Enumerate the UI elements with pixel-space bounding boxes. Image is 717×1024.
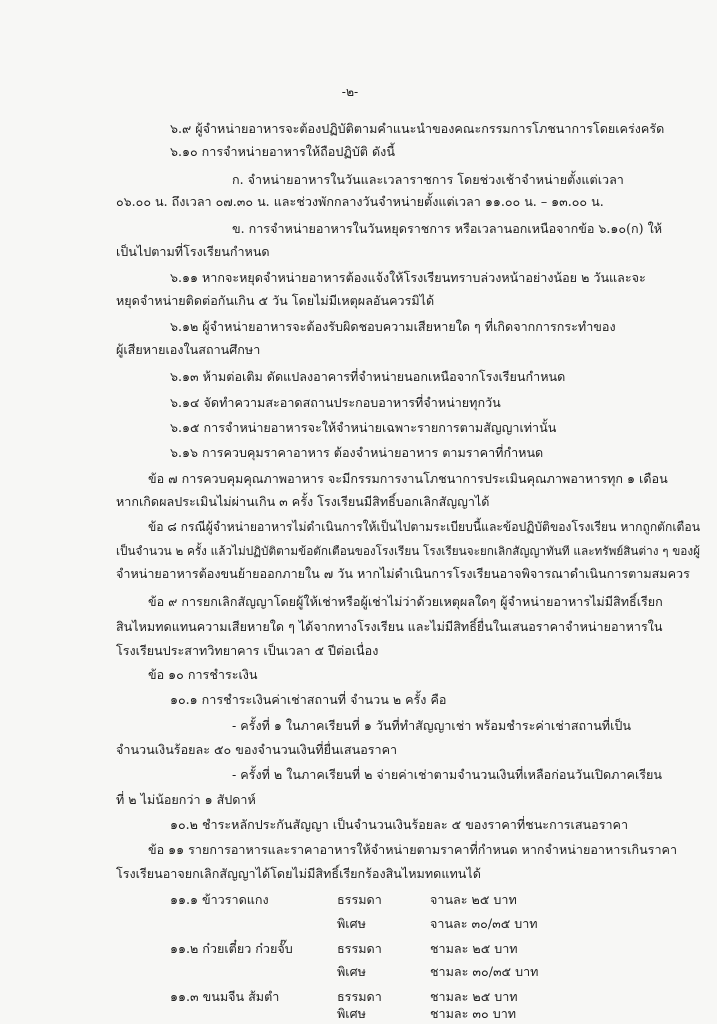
clause-6-12-cont: ผู้เสียหายเองในสถานศึกษา [116, 342, 261, 357]
clause-6-10-a-cont: ๐๖.๐๐ น. ถึงเวลา ๐๗.๓๐ น. และช่วงพักกลางวันจำหน่ายตั้งแต่เวลา ๑๑.๐๐ น. – ๑๓.๐๐ น. [116, 194, 604, 209]
clause-6-10-a: ก. จำหน่ายอาหารในวันและเวลาราชการ โดยช่วงเช้าจำหน่ายตั้งแต่เวลา [232, 172, 624, 187]
menu-item-name: ๑๑.๑ ข้าวราดแกง [170, 892, 269, 907]
menu-price-special: จานละ ๓๐/๓๕ บาท [430, 916, 538, 931]
clause-6-9: ๖.๙ ผู้จำหน่ายอาหารจะต้องปฏิบัติตามคำแนะนำของคณะกรรมการโภชนาการโดยเคร่งครัด [170, 121, 665, 136]
menu-item-name: ๑๑.๒ ก๋วยเตี๋ยว ก๋วยจั๊บ [170, 941, 293, 956]
clause-9-cont-2: โรงเรียนประสาทวิทยาคาร เป็นเวลา ๕ ปีต่อเนื่อง [116, 643, 379, 658]
clause-9: ข้อ ๙ การยกเลิกสัญญาโดยผู้ให้เช่าหรือผู้เช่าไม่ว่าด้วยเหตุผลใดๆ ผู้จำหน่ายอาหารไม่มีสิทธิ์เรียก [148, 594, 663, 609]
clause-10: ข้อ ๑๐ การชำระเงิน [148, 667, 258, 682]
clause-8-cont-2: จำหน่ายอาหารต้องขนย้ายออกภายใน ๗ วัน หากไม่ดำเนินการโรงเรียนอาจพิจารณาดำเนินการตามสมควร [116, 566, 690, 581]
clause-9-cont-1: สินไหมทดแทนความเสียหายใด ๆ ได้จากทางโรงเรียน และไม่มีสิทธิ์ยื่นในเสนอราคาจำหน่ายอาหารใน [116, 619, 663, 634]
menu-size-special: พิเศษ [337, 916, 366, 931]
clause-6-16: ๖.๑๖ การควบคุมราคาอาหาร ต้องจำหน่ายอาหาร ตามราคาที่กำหนด [170, 445, 544, 460]
menu-price-regular: ชามละ ๒๕ บาท [430, 989, 518, 1004]
menu-size-special: พิเศษ [337, 1006, 366, 1021]
clause-8: ข้อ ๘ กรณีผู้จำหน่ายอาหารไม่ดำเนินการให้เป็นไปตามระเบียบนี้และข้อปฏิบัติของโรงเรียน หากถูกตักเตือน [148, 519, 700, 534]
clause-6-11: ๖.๑๑ หากจะหยุดจำหน่ายอาหารต้องแจ้งให้โรงเรียนทราบล่วงหน้าอย่างน้อย ๒ วันและจะ [170, 270, 646, 285]
clause-10-1: ๑๐.๑ การชำระเงินค่าเช่าสถานที่ จำนวน ๒ ครั้ง คือ [170, 692, 447, 707]
clause-7-cont: หากเกิดผลประเมินไม่ผ่านเกิน ๓ ครั้ง โรงเรียนมีสิทธิ์บอกเลิกสัญญาได้ [116, 494, 490, 509]
clause-6-12: ๖.๑๒ ผู้จำหน่ายอาหารจะต้องรับผิดชอบความเสียหายใด ๆ ที่เกิดจากการกระทำของ [170, 319, 616, 334]
clause-6-10-b-cont: เป็นไปตามที่โรงเรียนกำหนด [116, 244, 270, 259]
clause-6-15: ๖.๑๕ การจำหน่ายอาหารจะให้จำหน่ายเฉพาะรายการตามสัญญาเท่านั้น [170, 420, 557, 435]
menu-price-regular: จานละ ๒๕ บาท [430, 892, 517, 907]
clause-6-10: ๖.๑๐ การจำหน่ายอาหารให้ถือปฏิบัติ ดังนี้ [170, 144, 395, 159]
clause-10-1-second-cont: ที่ ๒ ไม่น้อยกว่า ๑ สัปดาห์ [116, 792, 256, 807]
menu-price-special: ชามละ ๓๐ บาท [430, 1006, 517, 1021]
clause-11-cont: โรงเรียนอาจยกเลิกสัญญาได้โดยไม่มีสิทธิ์เรียกร้องสินไหมทดแทนได้ [116, 866, 481, 881]
menu-size-regular: ธรรมดา [337, 941, 382, 956]
clause-10-1-first-cont: จำนวนเงินร้อยละ ๕๐ ของจำนวนเงินที่ยื่นเสนอราคา [116, 742, 398, 757]
menu-price-regular: ชามละ ๒๕ บาท [430, 941, 518, 956]
clause-10-1-first: - ครั้งที่ ๑ ในภาคเรียนที่ ๑ วันที่ทำสัญญาเช่า พร้อมชำระค่าเช่าสถานที่เป็น [232, 718, 632, 733]
page-number: -๒- [341, 84, 359, 99]
clause-10-1-second: - ครั้งที่ ๒ ในภาคเรียนที่ ๒ จ่ายค่าเช่าตามจำนวนเงินที่เหลือก่อนวันเปิดภาคเรียน [232, 767, 663, 782]
clause-6-11-cont: หยุดจำหน่ายติดต่อกันเกิน ๕ วัน โดยไม่มีเหตุผลอันควรมิได้ [116, 293, 435, 308]
clause-11: ข้อ ๑๑ รายการอาหารและราคาอาหารให้จำหน่ายตามราคาที่กำหนด หากจำหน่ายอาหารเกินราคา [148, 842, 678, 857]
clause-8-cont-1: เป็นจำนวน ๒ ครั้ง แล้วไม่ปฏิบัติตามข้อตักเตือนของโรงเรียน โรงเรียนจะยกเลิกสัญญาทันที และทรัพย์สินต่าง ๆ ของผู้ [116, 544, 700, 558]
clause-7: ข้อ ๗ การควบคุมคุณภาพอาหาร จะมีกรรมการงานโภชนาการประเมินคุณภาพอาหารทุก ๑ เดือน [148, 471, 668, 486]
menu-size-special: พิเศษ [337, 964, 366, 979]
clause-6-13: ๖.๑๓ ห้ามต่อเติม ดัดแปลงอาคารที่จำหน่ายนอกเหนือจากโรงเรียนกำหนด [170, 369, 566, 384]
menu-item-name: ๑๑.๓ ขนมจีน ส้มตำ [170, 989, 280, 1004]
menu-price-special: ชามละ ๓๐/๓๕ บาท [430, 964, 539, 979]
clause-6-10-b: ข. การจำหน่ายอาหารในวันหยุดราชการ หรือเวลานอกเหนือจากข้อ ๖.๑๐(ก) ให้ [232, 221, 663, 236]
menu-size-regular: ธรรมดา [337, 892, 382, 907]
clause-10-2: ๑๐.๒ ชำระหลักประกันสัญญา เป็นจำนวนเงินร้อยละ ๕ ของราคาที่ชนะการเสนอราคา [170, 817, 629, 832]
clause-6-14: ๖.๑๔ จัดทำความสะอาดสถานประกอบอาหารที่จำหน่ายทุกวัน [170, 395, 501, 410]
menu-size-regular: ธรรมดา [337, 989, 382, 1004]
